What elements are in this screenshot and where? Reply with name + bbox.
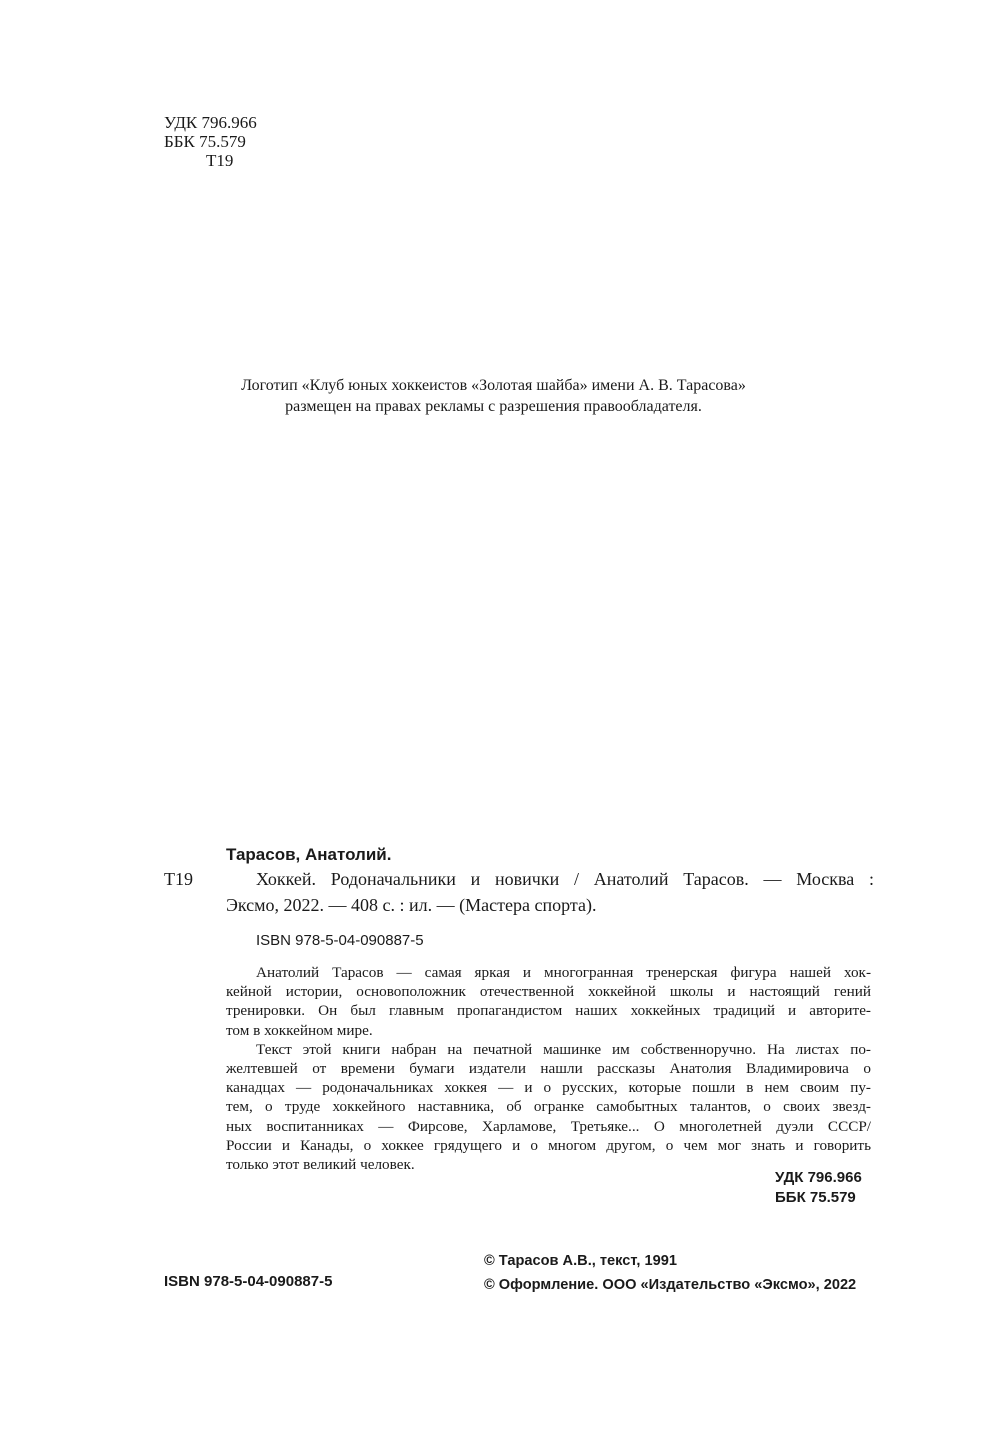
bib-isbn: ISBN 978-5-04-090887-5: [256, 932, 424, 949]
annotation-paragraph-2: [226, 1040, 871, 1174]
annotation: [226, 963, 871, 1174]
annotation-line: тем, о труде хоккейного наставника, об огранке самобытных талантов, о своих звезд-: [226, 1098, 871, 1116]
author-heading: Тарасов, Анатолий.: [226, 845, 392, 864]
annotation-line: тренировки. Он был главным пропагандистом наших хоккейных традиций и авторите-: [226, 1002, 871, 1020]
annotation-line: Текст этой книги набран на печатной машинке им собственноручно. На листах по-: [256, 1040, 871, 1058]
record-line-2: Эксмо, 2022. — 408 с. : ил. — (Мастера спорта).: [226, 895, 597, 915]
annotation-line: России и Канады, о хоккее грядущего и о многом другом, о чем мог знать и говорить: [226, 1136, 871, 1154]
bottom-udk: УДК 796.966: [775, 1169, 862, 1186]
annotation-line: ных воспитанниках — Фирсове, Харламове, Третьяке... О многолетней дуэли СССР/: [226, 1117, 871, 1135]
logo-notice-line-2: размещен на правах рекламы с разрешения правообладателя.: [285, 398, 702, 415]
footer-isbn: ISBN 978-5-04-090887-5: [164, 1273, 333, 1290]
bib-author-sign: Т19: [164, 869, 193, 889]
annotation-line: кейной истории, основоположник отечественной хоккейной школы и настоящий гений: [226, 983, 871, 1001]
annotation-line: желтевшей от времени бумаги издатели нашли рассказы Анатолия Владимировича о: [226, 1060, 871, 1078]
annotation-paragraph-1: [226, 963, 871, 1040]
copyright-block: [484, 1249, 856, 1297]
top-udk: УДК 796.966: [164, 113, 257, 132]
record-line-1: Хоккей. Родоначальники и новички / Анатолий Тарасов. — Москва :: [256, 869, 874, 889]
top-bbk: ББК 75.579: [164, 132, 246, 151]
annotation-line: только этот великий человек.: [226, 1156, 415, 1174]
copyright-text: © Тарасов А.В., текст, 1991: [484, 1253, 677, 1269]
copyright-design: © Оформление. ООО «Издательство «Эксмо», 2022: [484, 1277, 857, 1293]
logo-notice-line-1: Логотип «Клуб юных хоккеистов «Золотая шайба» имени А. В. Тарасова»: [241, 377, 746, 394]
annotation-line: том в хоккейном мире.: [226, 1021, 373, 1039]
annotation-line: Анатолий Тарасов — самая яркая и многогранная тренерская фигура нашей хок-: [256, 964, 871, 981]
top-author-sign: Т19: [206, 151, 234, 170]
bibliographic-record: [226, 866, 874, 918]
bottom-bbk: ББК 75.579: [775, 1189, 856, 1206]
annotation-line: канадцах — родоначальниках хоккея — и о русских, которые пошли в нем своим пу-: [226, 1079, 871, 1097]
